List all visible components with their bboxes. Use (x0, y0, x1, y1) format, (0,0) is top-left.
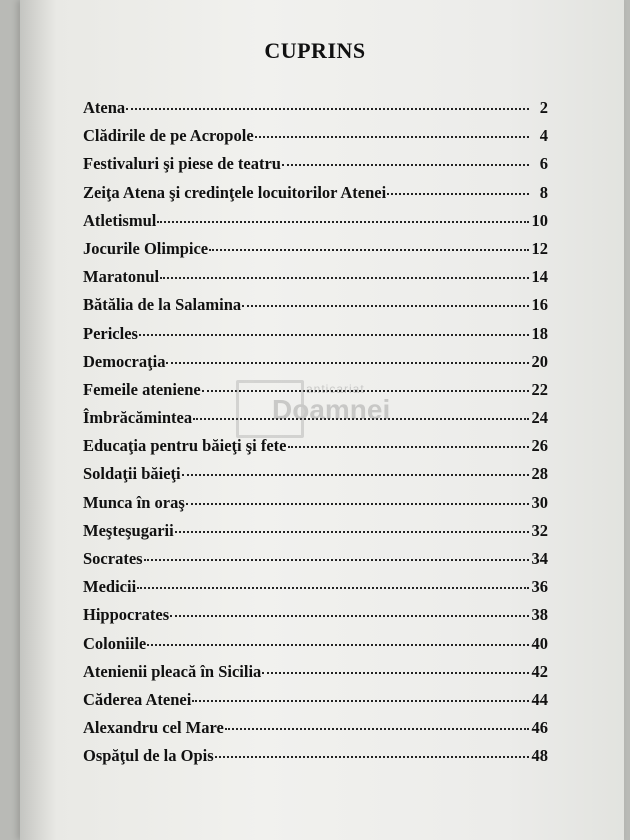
toc-entry-label: Maratonul (83, 267, 160, 287)
toc-leader-dots (139, 334, 529, 336)
toc-leader-dots (192, 700, 529, 702)
toc-entry-page: 8 (539, 182, 548, 202)
toc-leader-dots (157, 221, 529, 223)
toc-entry-label: Femeile ateniene (83, 379, 201, 399)
toc-entry-label: Munca în oraş (83, 492, 185, 512)
toc-entry (83, 211, 548, 239)
toc-entry (83, 239, 548, 267)
toc-entry (83, 295, 548, 323)
toc-leader-dots (166, 362, 529, 364)
toc-entry-label: Democraţia (83, 351, 166, 371)
toc-entry-label: Căderea Atenei (83, 689, 192, 709)
watermark-big-text: Doamnei (272, 394, 391, 425)
toc-entry (83, 154, 548, 182)
toc-entry-label: Hippocrates (83, 605, 170, 625)
toc-entry-label: Coloniile (83, 633, 147, 653)
toc-entry (83, 436, 548, 464)
toc-entry-page: 46 (531, 718, 548, 738)
toc-leader-dots (182, 474, 529, 476)
toc-entry-label: Jocurile Olimpice (83, 238, 209, 258)
toc-entry-label: Socrates (83, 549, 143, 568)
toc-entry-label: Îmbrăcămintea (83, 408, 193, 428)
toc-entry (83, 605, 548, 633)
toc-entry-page: 2 (539, 98, 548, 117)
toc-entry (83, 662, 548, 690)
page-title: CUPRINS (264, 38, 366, 63)
toc-entry (83, 183, 548, 211)
toc-leader-dots (242, 305, 529, 307)
toc-leader-dots (160, 277, 529, 279)
toc-entry-page: 40 (531, 633, 548, 653)
toc-entry-page: 34 (531, 549, 548, 568)
toc-entry-page: 12 (531, 238, 548, 258)
toc-entry-label: Ospăţul de la Opis (83, 746, 214, 766)
toc-entry-label: Zeiţa Atena şi credinţele locuitorilor Atenei (83, 182, 387, 202)
toc-leader-dots (144, 559, 529, 561)
toc-entry-page: 22 (531, 379, 548, 399)
toc-leader-dots (282, 164, 529, 166)
toc-leader-dots (186, 503, 529, 505)
toc-entry-label: Festivaluri şi piese de teatru (83, 154, 281, 174)
toc-entry-label: Meşteşugarii (83, 520, 174, 540)
toc-entry (83, 718, 548, 746)
toc-leader-dots (147, 644, 529, 646)
toc-entry (83, 352, 548, 380)
toc-entry-page: 44 (531, 689, 548, 709)
toc-entry-page: 16 (531, 295, 548, 315)
toc-leader-dots (288, 446, 530, 448)
toc-leader-dots (262, 672, 529, 674)
toc-entry (83, 634, 548, 662)
toc-entry-page: 18 (531, 323, 548, 343)
toc-leader-dots (255, 136, 529, 138)
toc-entry-page: 30 (531, 492, 548, 512)
toc-entry-label: Atenienii pleacă în Sicilia (83, 661, 262, 681)
toc-entry (83, 493, 548, 521)
toc-entry-page: 14 (531, 267, 548, 287)
toc-leader-dots (215, 756, 529, 758)
toc-entry-page: 6 (539, 154, 548, 174)
toc-leader-dots (137, 587, 529, 589)
toc-leader-dots (209, 249, 529, 251)
toc-entry-label: Soldaţii băieţi (83, 464, 181, 484)
toc-leader-dots (170, 615, 529, 617)
toc-entry-label: Bătălia de la Salamina (83, 295, 242, 315)
toc-entry-page: 42 (531, 661, 548, 681)
watermark-small-text: anticariat (306, 382, 365, 396)
toc-leader-dots (175, 531, 529, 533)
toc-leader-dots (225, 728, 529, 730)
toc-entry-page: 24 (531, 408, 548, 428)
watermark (236, 380, 426, 436)
toc-entry (83, 98, 548, 126)
table-of-contents (83, 98, 548, 775)
toc-entry-label: Atletismul (83, 210, 157, 230)
toc-entry-label: Clădirile de pe Acropole (83, 126, 254, 146)
toc-entry (83, 521, 548, 549)
toc-entry-page: 26 (531, 436, 548, 456)
toc-entry (83, 690, 548, 718)
toc-entry-page: 20 (531, 351, 548, 371)
toc-entry (83, 126, 548, 154)
toc-leader-dots (387, 193, 529, 195)
toc-entry-page: 28 (531, 464, 548, 484)
toc-entry (83, 267, 548, 295)
toc-entry-page: 4 (539, 126, 548, 146)
toc-entry (83, 577, 548, 605)
toc-entry-label: Alexandru cel Mare (83, 718, 224, 738)
toc-entry (83, 464, 548, 492)
toc-entry (83, 324, 548, 352)
toc-entry-label: Atena (83, 98, 126, 117)
toc-entry-label: Educaţia pentru băieţi şi fete (83, 436, 287, 456)
toc-entry-page: 32 (531, 520, 548, 540)
toc-entry (83, 746, 548, 774)
toc-entry-page: 38 (531, 605, 548, 625)
toc-entry-label: Medicii (83, 577, 137, 597)
toc-entry-label: Pericles (83, 323, 138, 343)
toc-entry-page: 36 (531, 577, 548, 597)
toc-leader-dots (126, 108, 529, 110)
toc-entry-page: 48 (531, 746, 548, 766)
toc-entry-page: 10 (531, 210, 548, 230)
toc-entry (83, 549, 548, 577)
